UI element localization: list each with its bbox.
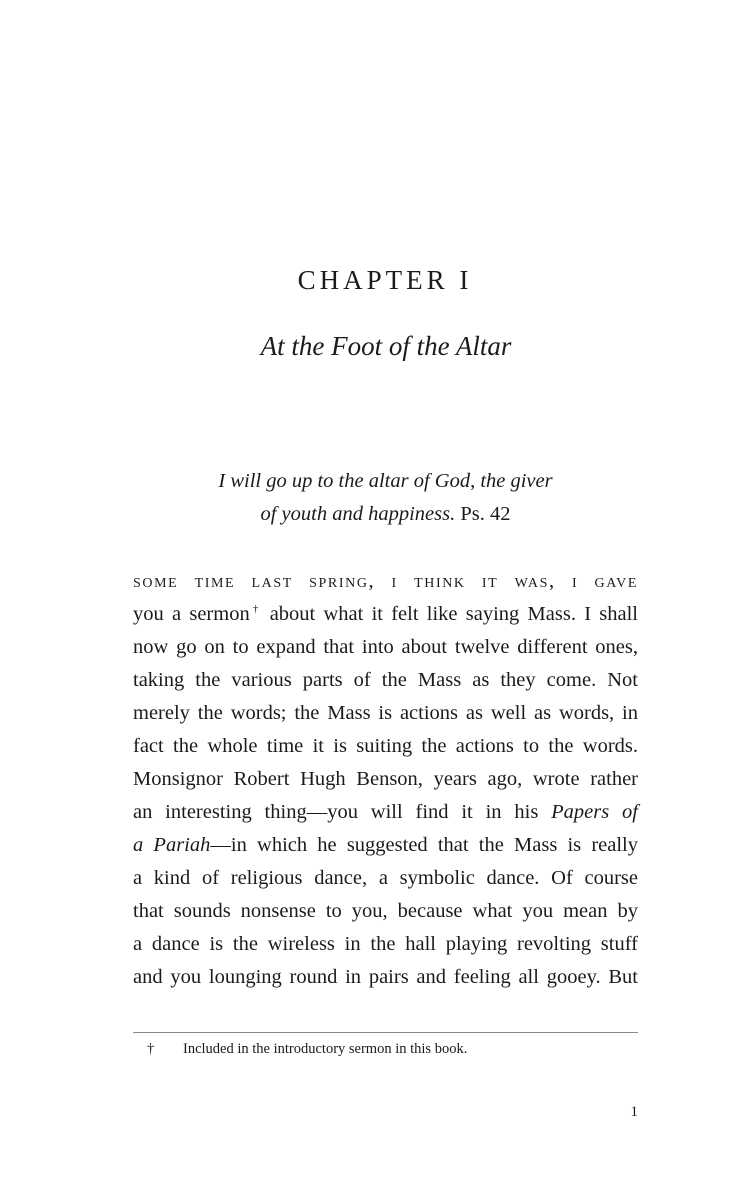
epigraph-line-1: I will go up to the altar of God, the giver: [218, 470, 553, 492]
body-line: fact the whole time it is suiting the actions to the words.: [133, 735, 638, 757]
page-number: 1: [630, 1104, 638, 1120]
epigraph-line-2: [133, 498, 638, 531]
body-text-span: —in which he suggested that the Mass is really: [210, 834, 638, 856]
footnote-marker: †: [147, 1041, 155, 1057]
body-text-span: an interesting thing—you will find it in his: [133, 801, 552, 823]
body-line: merely the words; the Mass is actions as well as words, in: [133, 702, 638, 724]
footnote: [133, 1039, 638, 1059]
lead-in-small-caps: some time last spring, i think it was, i gave: [133, 570, 638, 592]
book-title-italic: a Pariah: [133, 834, 211, 856]
body-line: and you lounging round in pairs and feeling all gooey. But: [133, 966, 638, 988]
footnote-divider: [133, 1032, 638, 1033]
body-text-span: you a sermon: [133, 603, 250, 625]
body-line: [133, 796, 638, 829]
epigraph: [133, 465, 638, 531]
body-line: a kind of religious dance, a symbolic dance. Of course: [133, 867, 638, 889]
body-line: taking the various parts of the Mass as they come. Not: [133, 669, 638, 691]
epigraph-source: Ps. 42: [460, 503, 511, 525]
body-line: that sounds nonsense to you, because what you mean by: [133, 900, 638, 922]
footnote-text: Included in the introductory sermon in this book.: [183, 1041, 468, 1057]
body-line: now go on to expand that into about twelve different ones,: [133, 636, 638, 658]
body-paragraph: [133, 565, 638, 994]
footnote-reference: †: [249, 603, 262, 615]
chapter-title: At the Foot of the Altar: [260, 331, 512, 361]
body-line: [133, 829, 638, 862]
body-line: [133, 598, 638, 631]
epigraph-quote-end: of youth and happiness.: [260, 503, 456, 525]
book-title-italic: Papers of: [551, 801, 638, 823]
chapter-label: CHAPTER I: [297, 265, 473, 295]
body-line: Monsignor Robert Hugh Benson, years ago, wrote rather: [133, 768, 638, 790]
body-text-span: about what it felt like saying Mass. I shall: [261, 603, 638, 625]
body-line: [133, 565, 638, 598]
body-line: a dance is the wireless in the hall playing revolting stuff: [133, 933, 638, 955]
